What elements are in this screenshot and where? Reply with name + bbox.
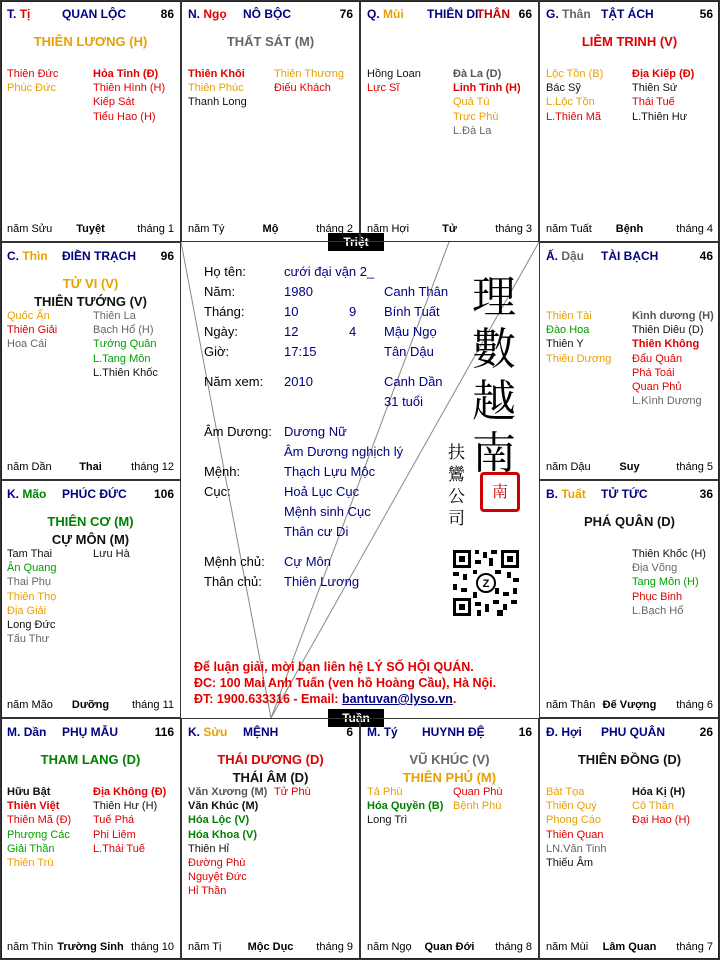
minor-star: Thiên Tài: [546, 310, 592, 322]
minor-star: Đà La (D): [453, 68, 502, 80]
calligraphy-char: 理: [472, 272, 516, 323]
triet-label: Triệt: [328, 233, 384, 251]
palace-branch: C. Thìn: [7, 249, 48, 263]
main-star: VŨ KHÚC (V): [409, 752, 490, 767]
center-value: 12: [284, 324, 299, 339]
palace-suu[interactable]: [181, 718, 360, 960]
palace-stage: Suy: [619, 461, 640, 473]
minor-star: Nguyệt Đức: [188, 871, 247, 884]
palace-year: năm Dậu: [546, 461, 591, 473]
minor-star: Thiên Hỉ: [188, 842, 229, 855]
main-star: THIÊN LƯƠNG (H): [33, 34, 148, 49]
star-list-right: [93, 67, 165, 124]
star-list-left: [188, 67, 247, 110]
center-value-canchi: Canh Dần: [384, 374, 443, 389]
minor-star: Địa Không (Đ): [93, 786, 167, 798]
minor-star: Thiên Trù: [7, 857, 54, 870]
center-label: Âm Dương:: [204, 424, 272, 439]
star-list-right: [453, 67, 521, 138]
palace-name: TẬT ÁCH: [601, 7, 654, 21]
phone-text: ĐT: 1900.633316 - Email:: [194, 692, 342, 706]
logo-small-calligraphy: [448, 442, 468, 530]
palace-year: năm Ngọ: [367, 941, 412, 953]
minor-star: Long Trì: [367, 814, 408, 827]
minor-star: Thiên Khốc (H): [632, 548, 706, 560]
minor-star: Thiên Việt: [7, 800, 60, 813]
minor-star: Thiên Hình (H): [93, 82, 166, 95]
small-calligraphy-char: 鸞: [448, 465, 465, 485]
calligraphy-char: 數: [472, 324, 516, 375]
center-label: Họ tên:: [204, 264, 246, 279]
palace-branch: T. Tị: [7, 7, 31, 21]
palace-year: năm Hợi: [367, 223, 410, 235]
minor-star: Tuế Phá: [93, 814, 135, 827]
minor-star: Địa Kiếp (Đ): [632, 68, 695, 80]
minor-star: Thiên Giải: [7, 324, 58, 337]
main-star: THIÊN ĐỒNG (D): [577, 752, 682, 767]
palace-year: năm Tý: [188, 223, 225, 235]
palace-stage: Quan Đới: [424, 941, 475, 953]
minor-star: Kiếp Sát: [93, 96, 135, 109]
seal-stamp: 南: [480, 472, 520, 512]
palace-year: năm Sửu: [7, 223, 53, 235]
minor-star: L.Thái Tuế: [93, 842, 145, 855]
minor-star: L.Bạch Hổ: [632, 604, 684, 617]
center-value: Cự Môn: [284, 554, 331, 569]
palace-stage: Mộ: [262, 223, 279, 235]
tuan-label: Tuần: [328, 709, 384, 727]
palace-stage: Trường Sinh: [57, 941, 124, 953]
minor-star: Hoa Cái: [7, 338, 47, 351]
palace-month: tháng 9: [316, 941, 353, 953]
minor-star: Thiếu Âm: [546, 857, 594, 870]
minor-star: Thai Phụ: [7, 576, 52, 589]
minor-star: L.Lộc Tồn: [546, 96, 595, 109]
minor-star: Thanh Long: [188, 96, 247, 109]
contact-line-2: ĐC: 100 Mai Anh Tuấn (ven hồ Hoàng Cầu), Hà Nội.: [194, 676, 497, 690]
minor-star: L.Thiên Mã: [546, 110, 602, 123]
minor-star: Thiên Phúc: [188, 82, 244, 95]
palace-branch: G. Thân: [546, 7, 591, 21]
main-star: THIÊN TƯỚNG (V): [34, 294, 147, 309]
palace-stage: Đế Vượng: [602, 699, 657, 711]
palace-name: NÔ BỘC: [243, 7, 291, 21]
svg-text:Z: Z: [482, 578, 490, 590]
minor-star: Thiên Quý: [546, 800, 597, 813]
palace-number: 56: [699, 7, 713, 21]
palace-month: tháng 4: [676, 223, 713, 235]
palace-name: HUYNH ĐỆ: [422, 725, 485, 739]
palace-name: PHÚC ĐỨC: [62, 487, 127, 501]
palace-year: năm Dần: [7, 461, 52, 473]
calligraphy-char: 南: [472, 428, 516, 479]
minor-star: Thái Tuế: [632, 96, 675, 109]
palace-month: tháng 2: [316, 223, 353, 235]
center-label: Thân chủ:: [204, 574, 262, 589]
star-list-right: [632, 547, 706, 618]
center-label: Năm:: [204, 284, 236, 299]
minor-star: Thiên Mã (Đ): [7, 814, 72, 827]
palace-stage: Tử: [442, 223, 457, 235]
palace-month: tháng 7: [676, 941, 713, 953]
minor-star: Thiếu Dương: [546, 352, 612, 365]
email-link[interactable]: bantuvan@lyso.vn: [342, 692, 453, 706]
center-label: Mệnh chủ:: [204, 554, 265, 569]
minor-star: Trực Phù: [453, 110, 499, 123]
minor-star: Thiên Thọ: [7, 590, 57, 603]
palace-month: tháng 11: [131, 699, 174, 711]
center-label: Năm xem:: [204, 374, 264, 389]
main-star: THẤT SÁT (M): [226, 34, 315, 49]
minor-star: Bát Tọa: [546, 786, 585, 798]
minor-star: Đẩu Quân: [632, 352, 683, 365]
palace-number: 76: [339, 7, 353, 21]
minor-star: Thiên Thương: [274, 68, 345, 80]
minor-star: Đào Hoa: [546, 324, 590, 337]
star-list-right: [632, 67, 694, 124]
center-label: Tháng:: [204, 304, 245, 319]
palace-than[interactable]: [539, 0, 720, 242]
palace-name: TÀI BẠCH: [601, 249, 659, 263]
minor-star: Địa Võng: [632, 562, 678, 575]
palace-year: năm Tuất: [546, 223, 592, 235]
palace-year: năm Tị: [188, 941, 222, 953]
palace-month: tháng 8: [495, 941, 532, 953]
small-calligraphy-char: 司: [448, 509, 465, 529]
minor-star: Hồng Loan: [367, 68, 421, 80]
center-value: Thiên Lương: [284, 574, 360, 589]
palace-branch: Ấ. Dậu: [546, 249, 585, 263]
minor-star: Phong Cáo: [546, 814, 602, 827]
palace-month: tháng 5: [676, 461, 713, 473]
minor-star: Địa Giải: [7, 604, 47, 617]
palace-ty[interactable]: [360, 718, 539, 960]
palace-number: 36: [699, 487, 713, 501]
main-star: LIÊM TRINH (V): [581, 34, 678, 49]
star-list-right: [453, 785, 503, 813]
palace-month: tháng 6: [676, 699, 713, 711]
star-list-left: [7, 67, 58, 95]
minor-star: Thiên Khôi: [188, 68, 245, 80]
star-list-left: [546, 67, 603, 124]
palace-branch: Đ. Hợi: [546, 725, 582, 739]
minor-star: Ân Quang: [7, 562, 57, 575]
minor-star: Bạch Hổ (H): [93, 324, 154, 337]
palace-year: năm Thân: [546, 699, 596, 711]
palace-stage: Dưỡng: [71, 699, 110, 711]
minor-star: Hỉ Thần: [188, 885, 227, 898]
center-value: cưới đại vận 2_: [284, 264, 375, 279]
minor-star: Thiên Hư (H): [93, 800, 158, 813]
small-calligraphy-char: 扶: [448, 443, 465, 463]
minor-star: Linh Tinh (H): [453, 82, 521, 95]
palace-number: 86: [160, 7, 174, 21]
palace-branch: B. Tuất: [546, 487, 586, 501]
palace-ngo[interactable]: [181, 0, 360, 242]
minor-star: Cô Thần: [632, 800, 674, 813]
minor-star: Quốc Ấn: [7, 310, 50, 322]
minor-star: Tiểu Hao (H): [93, 110, 156, 123]
center-label: Cục:: [204, 484, 231, 499]
minor-star: Hóa Kị (H): [632, 786, 686, 798]
palace-stage: Mộc Dục: [247, 941, 294, 953]
palace-month: tháng 12: [131, 461, 174, 473]
palace-hoi[interactable]: [539, 718, 720, 960]
star-list-left: [367, 785, 443, 828]
palace-stage: Tuyệt: [76, 223, 105, 235]
qr-code-icon[interactable]: [451, 548, 521, 618]
minor-star: Lưu Hà: [93, 548, 130, 560]
center-value: Dương Nữ: [284, 424, 347, 439]
palace-name: THIÊN DI: [427, 7, 479, 21]
palace-stage: Thai: [79, 461, 102, 473]
main-star: THÁI DƯƠNG (D): [217, 752, 324, 767]
star-list-right: [274, 785, 311, 799]
minor-star: L.Thiên Khốc: [93, 366, 158, 379]
minor-star: Lộc Tồn (B): [546, 68, 604, 80]
minor-star: Phá Toái: [632, 366, 675, 379]
minor-star: Hóa Lộc (V): [188, 814, 250, 827]
palace-number: 96: [160, 249, 174, 263]
star-list-right: [274, 67, 344, 95]
minor-star: Tướng Quân: [93, 338, 157, 351]
palace-name: PHU QUÂN: [601, 725, 666, 739]
palace-branch: Q. Mùi: [367, 7, 404, 21]
minor-star: Kình dương (H): [632, 310, 714, 322]
palace-number: 26: [699, 725, 713, 739]
minor-star: Hóa Quyền (B): [367, 800, 444, 813]
star-list-left: [7, 785, 71, 870]
palace-number: 66: [518, 7, 532, 21]
star-list-left: [546, 785, 607, 870]
palace-year: năm Thìn: [7, 941, 54, 953]
minor-star: Hỏa Tinh (Đ): [93, 68, 159, 80]
palace-ti[interactable]: [0, 0, 181, 242]
star-list-right: [93, 547, 130, 561]
minor-star: Bệnh Phù: [453, 800, 502, 813]
star-list-left: [188, 785, 267, 899]
minor-star: Phục Binh: [632, 590, 683, 603]
minor-star: Thiên Y: [546, 338, 584, 351]
minor-star: L.Tang Môn: [93, 352, 151, 365]
star-list-right: [93, 309, 158, 380]
center-value: Thân cư Di: [284, 524, 349, 539]
main-star: THAM LANG (D): [40, 752, 141, 767]
palace-branch: M. Tý: [367, 725, 398, 739]
minor-star: Hữu Bật: [7, 786, 51, 798]
minor-star: Tả Phù: [367, 786, 403, 798]
star-list-left: [7, 547, 57, 646]
palace-name: MỆNH: [243, 725, 279, 739]
palace-number: 46: [699, 249, 713, 263]
star-list-right: [93, 785, 166, 856]
palace-branch: N. Ngọ: [188, 7, 227, 21]
center-label: Mệnh:: [204, 464, 241, 479]
minor-star: Phúc Đức: [7, 82, 56, 95]
center-value: Thạch Lựu Mộc: [284, 464, 376, 479]
center-value: Âm Dương nghịch lý: [284, 444, 404, 459]
palace-year: năm Mùi: [546, 941, 589, 953]
center-label: Giờ:: [204, 344, 230, 359]
main-star: CỰ MÔN (M): [51, 532, 130, 547]
palace-stage: Bệnh: [615, 223, 644, 235]
main-star: THIÊN CƠ (M): [47, 514, 134, 529]
minor-star: Thiên Sứ: [632, 82, 678, 95]
palace-month: tháng 10: [131, 941, 174, 953]
minor-star: Tấu Thư: [7, 633, 50, 646]
contact-line-1: Để luận giải, mời bạn liên hệ LÝ SỐ HỘI QUÁN.: [194, 660, 474, 674]
center-value-canchi: 31 tuổi: [384, 394, 424, 409]
minor-star: Giải Thần: [7, 842, 55, 855]
minor-star: Thiên Không: [632, 338, 700, 351]
minor-star: Văn Khúc (M): [188, 800, 259, 813]
palace-number: 16: [518, 725, 532, 739]
star-list-right: [632, 785, 690, 828]
star-list-left: [367, 67, 421, 95]
center-label: Ngày:: [204, 324, 238, 339]
center-value-canchi: Bính Tuất: [384, 304, 440, 319]
center-value: 2010: [284, 374, 313, 389]
palace-tuat[interactable]: [539, 480, 720, 718]
palace-mui[interactable]: [360, 0, 539, 242]
main-star: TỬ VI (V): [62, 276, 119, 291]
minor-star: Tang Môn (H): [632, 576, 699, 589]
minor-star: Quả Tú: [453, 96, 490, 109]
center-value-canchi: Mậu Ngọ: [384, 324, 437, 339]
center-value: 10: [284, 304, 299, 319]
center-value-canchi: Tân Dậu: [384, 344, 434, 359]
calligraphy-char: 越: [472, 376, 516, 427]
minor-star: Lực Sĩ: [367, 82, 400, 95]
center-value-lunar: 4: [349, 324, 357, 339]
minor-star: Hóa Khoa (V): [188, 828, 258, 841]
minor-star: L.Thiên Hư: [632, 110, 688, 123]
palace-number: 106: [153, 487, 174, 501]
minor-star: Phi Liêm: [93, 828, 136, 841]
minor-star: Quan Phủ: [632, 381, 682, 394]
logo-calligraphy: [464, 272, 524, 480]
minor-star: Đường Phù: [188, 857, 246, 870]
center-value-canchi: Canh Thân: [384, 284, 449, 299]
star-list-left: [546, 309, 611, 366]
star-list-right: [632, 309, 714, 408]
minor-star: Bác Sỹ: [546, 82, 581, 95]
palace-dau[interactable]: [539, 242, 720, 480]
small-calligraphy-char: 公: [448, 487, 465, 507]
main-star: PHÁ QUÂN (D): [584, 514, 675, 529]
palace-branch: K. Mão: [7, 487, 47, 501]
palace-month: tháng 1: [137, 223, 174, 235]
minor-star: Tam Thai: [7, 548, 53, 560]
center-value: Mệnh sinh Cục: [284, 504, 371, 519]
center-value-lunar: 9: [349, 304, 357, 319]
center-value: Hoả Lục Cục: [284, 484, 360, 499]
minor-star: Đại Hao (H): [632, 814, 691, 827]
palace-name: TỬ TỨC: [601, 487, 648, 501]
palace-branch: M. Dần: [7, 725, 47, 739]
palace-name: QUAN LỘC: [62, 7, 126, 21]
palace-stage: Lâm Quan: [602, 941, 657, 953]
center-value: 17:15: [284, 344, 317, 359]
minor-star: Long Đức: [7, 619, 56, 632]
minor-star: Thiên La: [93, 310, 136, 322]
palace-dan[interactable]: [0, 718, 181, 960]
main-star: THÁI ÂM (D): [232, 770, 309, 785]
palace-year: năm Mão: [7, 699, 53, 711]
minor-star: LN.Văn Tinh: [546, 842, 607, 855]
palace-number: 116: [154, 725, 174, 739]
minor-star: L.Đà La: [453, 124, 492, 137]
than-marker: THÂN: [476, 7, 510, 21]
palace-name: ĐIỀN TRẠCH: [62, 249, 136, 263]
star-list-left: [7, 309, 57, 352]
palace-number: 6: [346, 725, 353, 739]
minor-star: Thiên Quan: [546, 828, 604, 841]
minor-star: Tử Phù: [274, 786, 311, 798]
minor-star: Văn Xương (M): [188, 786, 268, 798]
minor-star: Thiên Diêu (D): [632, 324, 704, 337]
minor-star: Quan Phù: [453, 786, 503, 798]
contact-line-3: ĐT: 1900.633316 - Email: bantuvan@lyso.vn.: [194, 692, 457, 706]
main-star: THIÊN PHỦ (M): [402, 770, 497, 785]
minor-star: L.Kình Dương: [632, 395, 702, 408]
minor-star: Điếu Khách: [274, 82, 331, 95]
minor-star: Phượng Các: [7, 828, 70, 841]
palace-branch: K. Sửu: [188, 725, 228, 739]
minor-star: Thiên Đức: [7, 68, 59, 80]
palace-thin[interactable]: [0, 242, 181, 480]
center-value: 1980: [284, 284, 313, 299]
palace-mao[interactable]: [0, 480, 181, 718]
palace-name: PHỤ MẪU: [62, 725, 118, 739]
palace-month: tháng 3: [495, 223, 532, 235]
